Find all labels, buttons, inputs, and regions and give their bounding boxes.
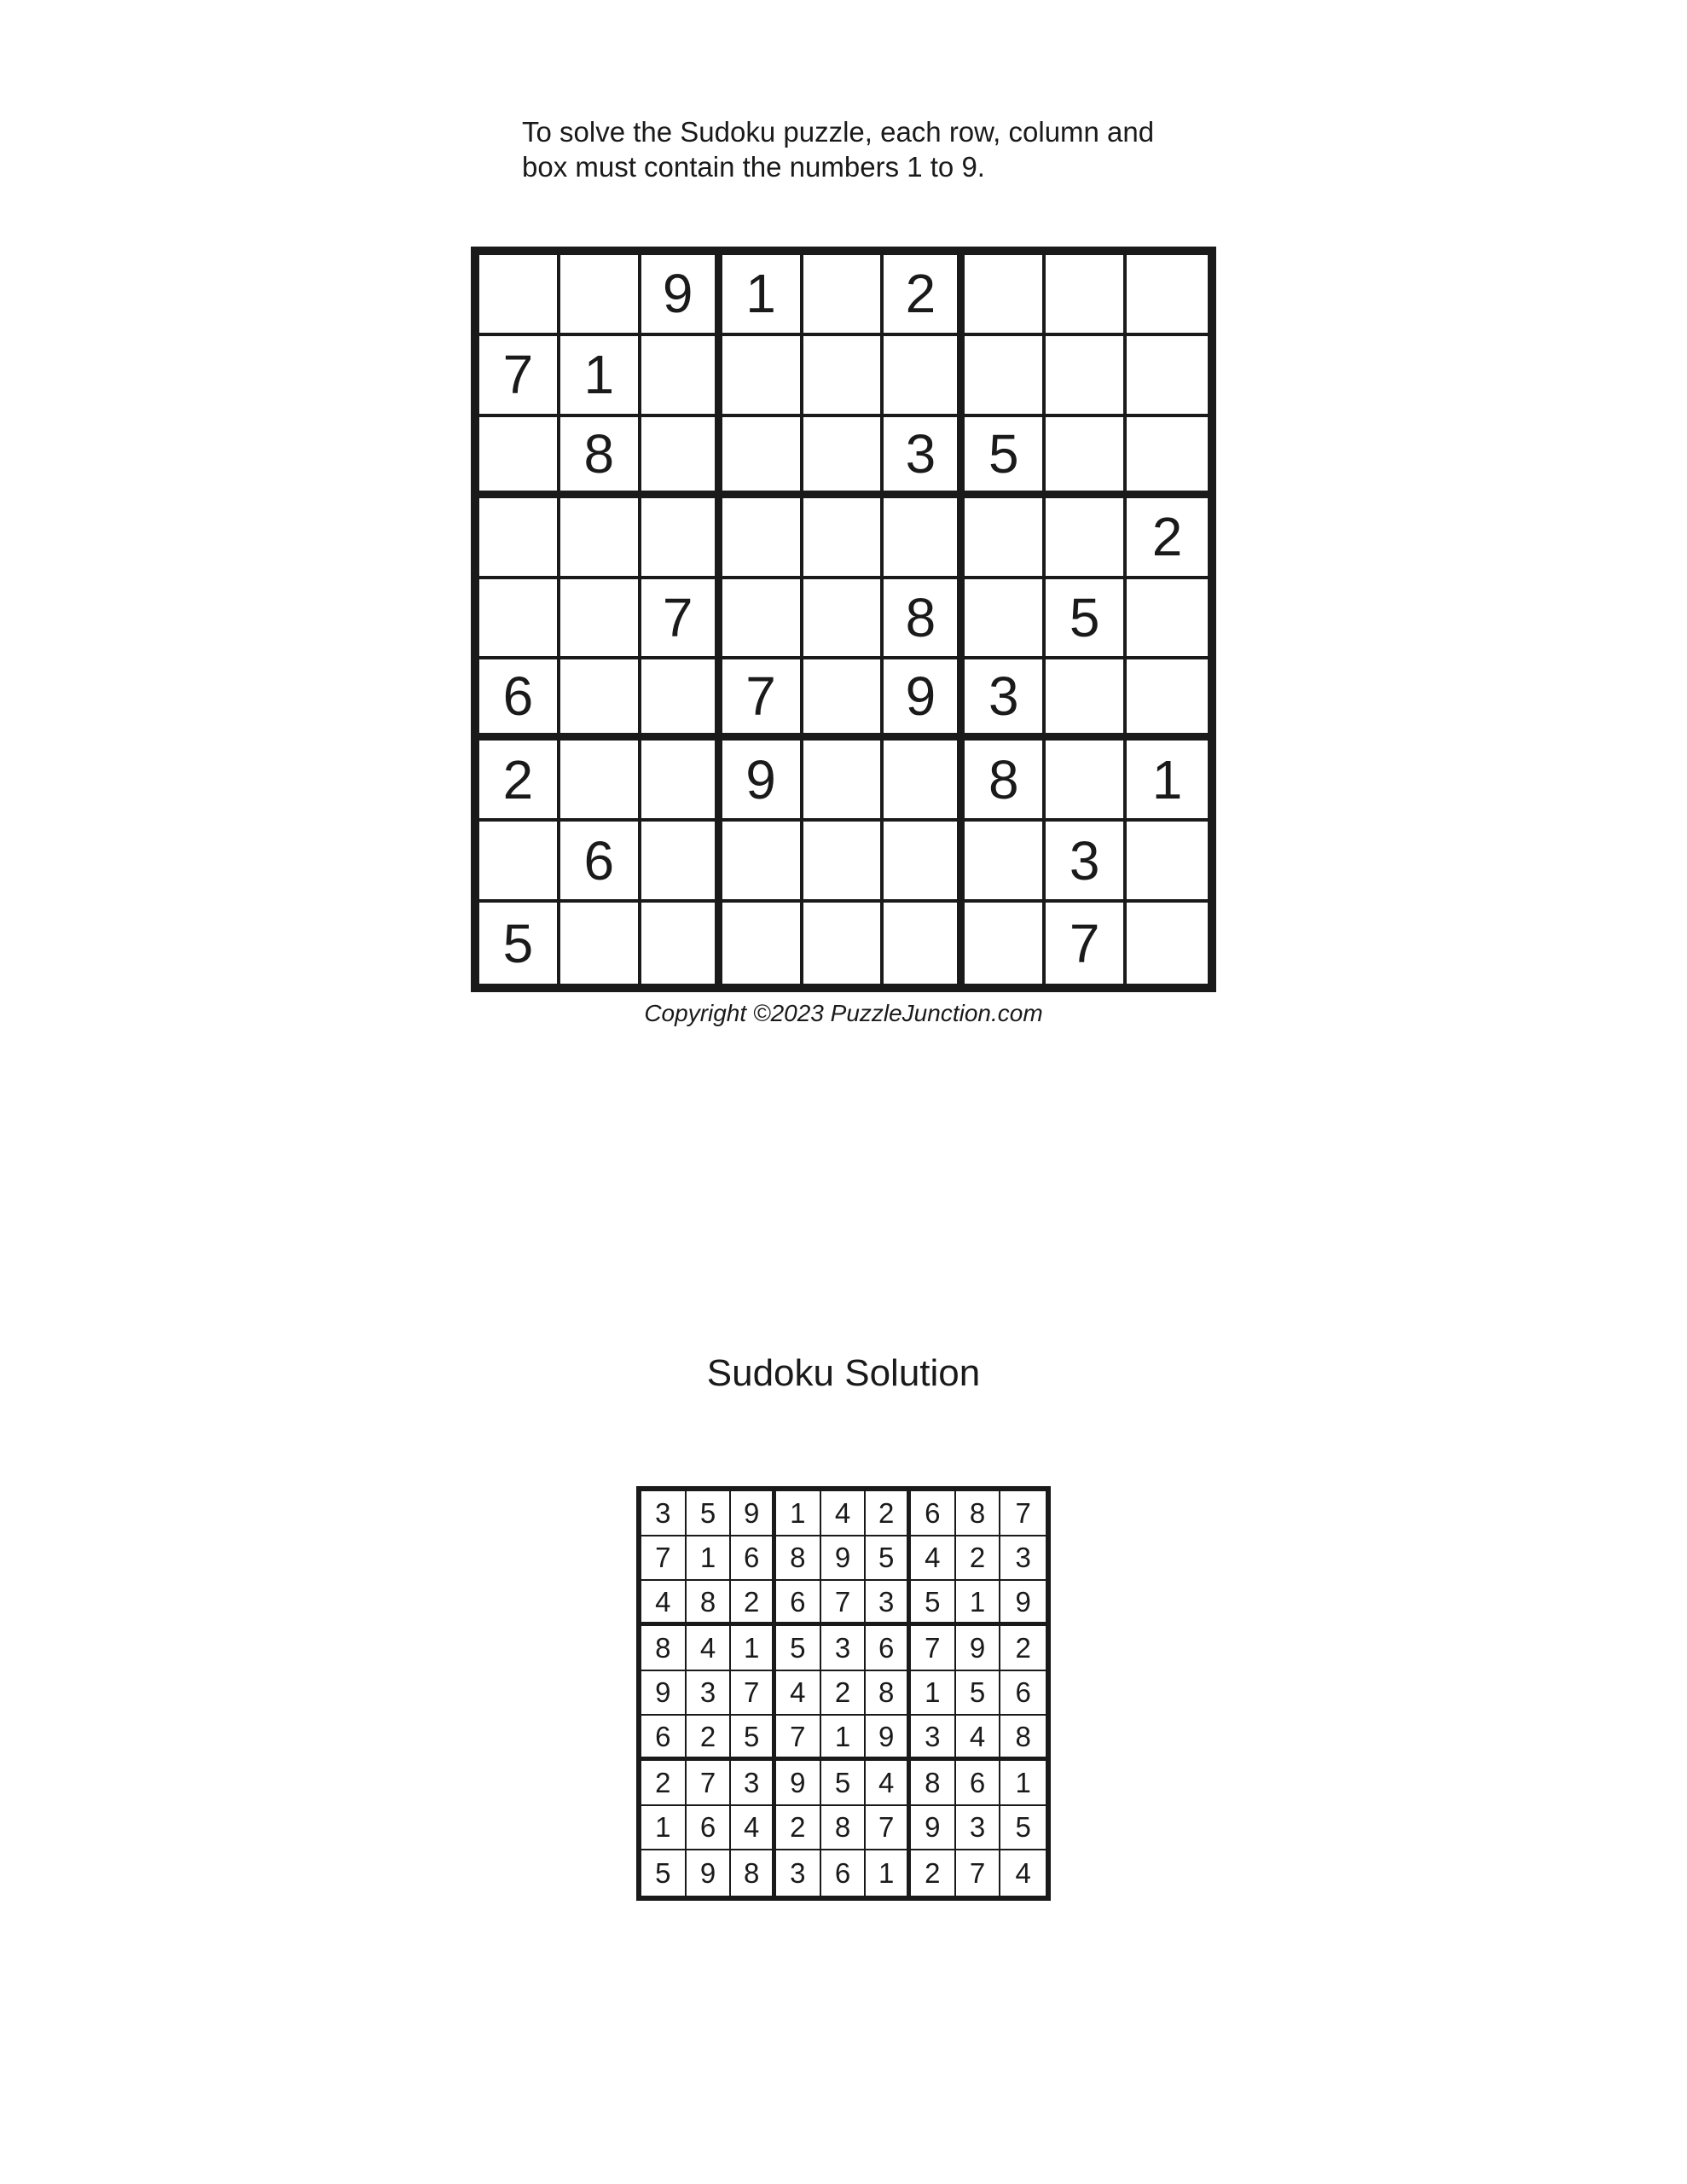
solution-cell-r4c4: 5: [776, 1626, 821, 1671]
puzzle-cell-r3c3[interactable]: [641, 417, 722, 498]
solution-cell-r9c9: 4: [1015, 1857, 1031, 1890]
puzzle-cell-r5c9[interactable]: [1127, 579, 1208, 660]
solution-cell-r2c4: 8: [776, 1536, 821, 1582]
solution-cell-r1c4: 1: [776, 1491, 821, 1536]
puzzle-cell-r5c8: 5: [1046, 579, 1127, 660]
solution-cell-r7c7: 8: [911, 1761, 956, 1806]
solution-cell-r6c6: 9: [866, 1716, 911, 1761]
solution-cell-r8c3: 4: [731, 1806, 776, 1851]
solution-cell-r3c6: 3: [866, 1581, 911, 1626]
solution-cell-r8c9: 5: [1000, 1806, 1046, 1851]
puzzle-cell-r1c8[interactable]: [1046, 255, 1127, 336]
solution-cell-r9c7: 2: [911, 1850, 956, 1896]
solution-cell-r9c1: 5: [641, 1850, 687, 1896]
solution-cell-r8c6: 7: [866, 1806, 911, 1851]
solution-cell-r8c5: 8: [821, 1806, 867, 1851]
solution-cell-r6c9: 8: [1000, 1716, 1046, 1761]
puzzle-cell-r7c7: 8: [965, 741, 1046, 822]
puzzle-cell-r4c5[interactable]: [803, 498, 884, 579]
solution-cell-r9c5: 6: [821, 1850, 867, 1896]
puzzle-cell-r7c4: 9: [722, 741, 803, 822]
solution-cell-r5c1: 9: [641, 1671, 687, 1716]
puzzle-cell-r8c1[interactable]: [479, 822, 560, 903]
solution-cell-r6c4: 7: [776, 1716, 821, 1761]
solution-cell-r3c8: 1: [956, 1581, 1001, 1626]
puzzle-cell-r1c3: 9: [641, 255, 722, 336]
instructions-line-1: To solve the Sudoku puzzle, each row, column and: [522, 116, 1155, 148]
sudoku-puzzle-grid: [471, 247, 1216, 992]
solution-cell-r6c2: 2: [687, 1716, 732, 1761]
solution-cell-r3c1: 4: [641, 1581, 687, 1626]
puzzle-cell-r6c2[interactable]: [560, 659, 641, 741]
puzzle-cell-r6c4: 7: [722, 659, 803, 741]
puzzle-cell-r5c7[interactable]: [965, 579, 1046, 660]
solution-cell-r9c8: 7: [956, 1850, 1001, 1896]
solution-cell-r7c6: 4: [866, 1761, 911, 1806]
puzzle-cell-r9c2[interactable]: [560, 903, 641, 984]
puzzle-cell-r8c6[interactable]: [884, 822, 965, 903]
puzzle-cell-r2c4[interactable]: [722, 336, 803, 417]
puzzle-cell-r4c7[interactable]: [965, 498, 1046, 579]
puzzle-cell-r4c9: 2: [1127, 498, 1208, 579]
solution-cell-r2c1: 7: [641, 1536, 687, 1582]
solution-cell-r9c4: 3: [776, 1850, 821, 1896]
puzzle-cell-r4c2[interactable]: [560, 498, 641, 579]
puzzle-cell-r6c3[interactable]: [641, 659, 722, 741]
solution-cell-r9c6: 1: [866, 1850, 911, 1896]
solution-cell-r5c2: 3: [687, 1671, 732, 1716]
solution-cell-r6c5: 1: [821, 1716, 867, 1761]
puzzle-cell-r1c4: 1: [722, 255, 803, 336]
puzzle-cell-r2c2: 1: [560, 336, 641, 417]
puzzle-cell-r6c7: 3: [965, 659, 1046, 741]
solution-cell-r4c8: 9: [956, 1626, 1001, 1671]
solution-cell-r1c7: 6: [911, 1491, 956, 1536]
solution-cell-r5c4: 4: [776, 1671, 821, 1716]
solution-cell-r1c2: 5: [687, 1491, 732, 1536]
solution-cell-r4c2: 4: [687, 1626, 732, 1671]
solution-cell-r1c6: 2: [866, 1491, 911, 1536]
puzzle-cell-r9c5[interactable]: [803, 903, 884, 984]
solution-cell-r1c8: 8: [956, 1491, 1001, 1536]
solution-cell-r7c9: 1: [1000, 1761, 1046, 1806]
puzzle-cell-r6c1: 6: [479, 659, 560, 741]
puzzle-cell-r4c3[interactable]: [641, 498, 722, 579]
puzzle-cell-r1c1[interactable]: [479, 255, 560, 336]
solution-cell-r3c9: 9: [1000, 1581, 1046, 1626]
solution-cell-r3c3: 2: [731, 1581, 776, 1626]
puzzle-cell-r3c1[interactable]: [479, 417, 560, 498]
puzzle-cell-r5c4[interactable]: [722, 579, 803, 660]
solution-cell-r6c7: 3: [911, 1716, 956, 1761]
puzzle-cell-r7c3[interactable]: [641, 741, 722, 822]
puzzle-cell-r9c9[interactable]: [1127, 903, 1208, 984]
puzzle-cell-r7c8[interactable]: [1046, 741, 1127, 822]
puzzle-cell-r7c1: 2: [479, 741, 560, 822]
puzzle-cell-r8c7[interactable]: [965, 822, 1046, 903]
puzzle-cell-r1c6: 2: [884, 255, 965, 336]
puzzle-cell-r8c4[interactable]: [722, 822, 803, 903]
puzzle-cell-r9c7[interactable]: [965, 903, 1046, 984]
puzzle-cell-r2c9[interactable]: [1127, 336, 1208, 417]
puzzle-cell-r8c3[interactable]: [641, 822, 722, 903]
solution-cell-r3c2: 8: [687, 1581, 732, 1626]
puzzle-cell-r6c8[interactable]: [1046, 659, 1127, 741]
solution-cell-r5c9: 6: [1000, 1671, 1046, 1716]
puzzle-cell-r7c2[interactable]: [560, 741, 641, 822]
solution-cell-r7c8: 6: [956, 1761, 1001, 1806]
puzzle-cell-r3c7: 5: [965, 417, 1046, 498]
puzzle-cell-r9c6[interactable]: [884, 903, 965, 984]
solution-cell-r8c1: 1: [641, 1806, 687, 1851]
puzzle-cell-r6c6: 9: [884, 659, 965, 741]
solution-cell-r1c5: 4: [821, 1491, 867, 1536]
puzzle-cell-r9c4[interactable]: [722, 903, 803, 984]
puzzle-cell-r2c1: 7: [479, 336, 560, 417]
puzzle-cell-r4c4[interactable]: [722, 498, 803, 579]
puzzle-cell-r6c5[interactable]: [803, 659, 884, 741]
solution-cell-r1c1: 3: [641, 1491, 687, 1536]
puzzle-cell-r7c9: 1: [1127, 741, 1208, 822]
sudoku-solution-grid: [636, 1486, 1051, 1901]
solution-cell-r4c6: 6: [866, 1626, 911, 1671]
solution-cell-r4c7: 7: [911, 1626, 956, 1671]
puzzle-cell-r5c5[interactable]: [803, 579, 884, 660]
solution-cell-r6c1: 6: [641, 1716, 687, 1761]
solution-cell-r3c7: 5: [911, 1581, 956, 1626]
instructions: [522, 114, 1221, 184]
solution-cell-r3c5: 7: [821, 1581, 867, 1626]
puzzle-cell-r5c2[interactable]: [560, 579, 641, 660]
puzzle-cell-r2c5[interactable]: [803, 336, 884, 417]
puzzle-cell-r4c1[interactable]: [479, 498, 560, 579]
puzzle-cell-r3c2: 8: [560, 417, 641, 498]
puzzle-cell-r5c6: 8: [884, 579, 965, 660]
solution-cell-r8c4: 2: [776, 1806, 821, 1851]
puzzle-cell-r8c2: 6: [560, 822, 641, 903]
puzzle-cell-r3c8[interactable]: [1046, 417, 1127, 498]
puzzle-cell-r9c3[interactable]: [641, 903, 722, 984]
puzzle-cell-r9c1: 5: [479, 903, 560, 984]
solution-cell-r7c2: 7: [687, 1761, 732, 1806]
puzzle-cell-r3c4[interactable]: [722, 417, 803, 498]
puzzle-cell-r4c8[interactable]: [1046, 498, 1127, 579]
puzzle-cell-r9c8: 7: [1046, 903, 1127, 984]
solution-cell-r2c5: 9: [821, 1536, 867, 1582]
puzzle-cell-r4c6[interactable]: [884, 498, 965, 579]
puzzle-cell-r3c6: 3: [884, 417, 965, 498]
puzzle-cell-r5c3: 7: [641, 579, 722, 660]
solution-cell-r2c6: 5: [866, 1536, 911, 1582]
puzzle-cell-r2c3[interactable]: [641, 336, 722, 417]
solution-cell-r1c3: 9: [731, 1491, 776, 1536]
solution-title: Sudoku Solution: [706, 1352, 981, 1394]
solution-cell-r7c1: 2: [641, 1761, 687, 1806]
copyright-notice: Copyright ©2023 PuzzleJunction.com: [644, 1000, 1043, 1026]
solution-cell-r7c5: 5: [821, 1761, 867, 1806]
puzzle-cell-r6c9[interactable]: [1127, 659, 1208, 741]
solution-cell-r5c5: 2: [821, 1671, 867, 1716]
solution-cell-r2c3: 6: [731, 1536, 776, 1582]
puzzle-cell-r2c8[interactable]: [1046, 336, 1127, 417]
solution-cell-r1c9: 7: [1000, 1491, 1046, 1536]
solution-cell-r9c3: 8: [731, 1850, 776, 1896]
solution-cell-r9c2: 9: [687, 1850, 732, 1896]
solution-cell-r2c8: 2: [956, 1536, 1001, 1582]
solution-cell-r4c3: 1: [731, 1626, 776, 1671]
instructions-line-2: box must contain the numbers 1 to 9.: [522, 151, 985, 183]
solution-cell-r4c5: 3: [821, 1626, 867, 1671]
solution-cell-r6c8: 4: [956, 1716, 1001, 1761]
puzzle-cell-r5c1[interactable]: [479, 579, 560, 660]
solution-cell-r7c4: 9: [776, 1761, 821, 1806]
puzzle-cell-r1c2[interactable]: [560, 255, 641, 336]
solution-cell-r8c2: 6: [687, 1806, 732, 1851]
puzzle-cell-r7c6[interactable]: [884, 741, 965, 822]
puzzle-cell-r2c6[interactable]: [884, 336, 965, 417]
puzzle-cell-r7c5[interactable]: [803, 741, 884, 822]
solution-cell-r3c4: 6: [776, 1581, 821, 1626]
puzzle-cell-r8c8: 3: [1046, 822, 1127, 903]
solution-cell-r4c1: 8: [641, 1626, 687, 1671]
solution-cell-r2c9: 3: [1000, 1536, 1046, 1582]
solution-cell-r8c8: 3: [956, 1806, 1001, 1851]
solution-cell-r4c9: 2: [1000, 1626, 1046, 1671]
solution-cell-r7c3: 3: [731, 1761, 776, 1806]
solution-cell-r5c7: 1: [911, 1671, 956, 1716]
solution-cell-r6c3: 5: [731, 1716, 776, 1761]
puzzle-cell-r8c9[interactable]: [1127, 822, 1208, 903]
solution-cell-r2c2: 1: [687, 1536, 732, 1582]
solution-cell-r8c7: 9: [911, 1806, 956, 1851]
puzzle-cell-r1c7[interactable]: [965, 255, 1046, 336]
puzzle-cell-r3c5[interactable]: [803, 417, 884, 498]
puzzle-cell-r1c9[interactable]: [1127, 255, 1208, 336]
puzzle-cell-r8c5[interactable]: [803, 822, 884, 903]
puzzle-cell-r1c5[interactable]: [803, 255, 884, 336]
solution-cell-r2c7: 4: [911, 1536, 956, 1582]
puzzle-cell-r3c9[interactable]: [1127, 417, 1208, 498]
solution-cell-r5c6: 8: [866, 1671, 911, 1716]
solution-cell-r5c3: 7: [731, 1671, 776, 1716]
solution-cell-r5c8: 5: [956, 1671, 1001, 1716]
puzzle-cell-r2c7[interactable]: [965, 336, 1046, 417]
